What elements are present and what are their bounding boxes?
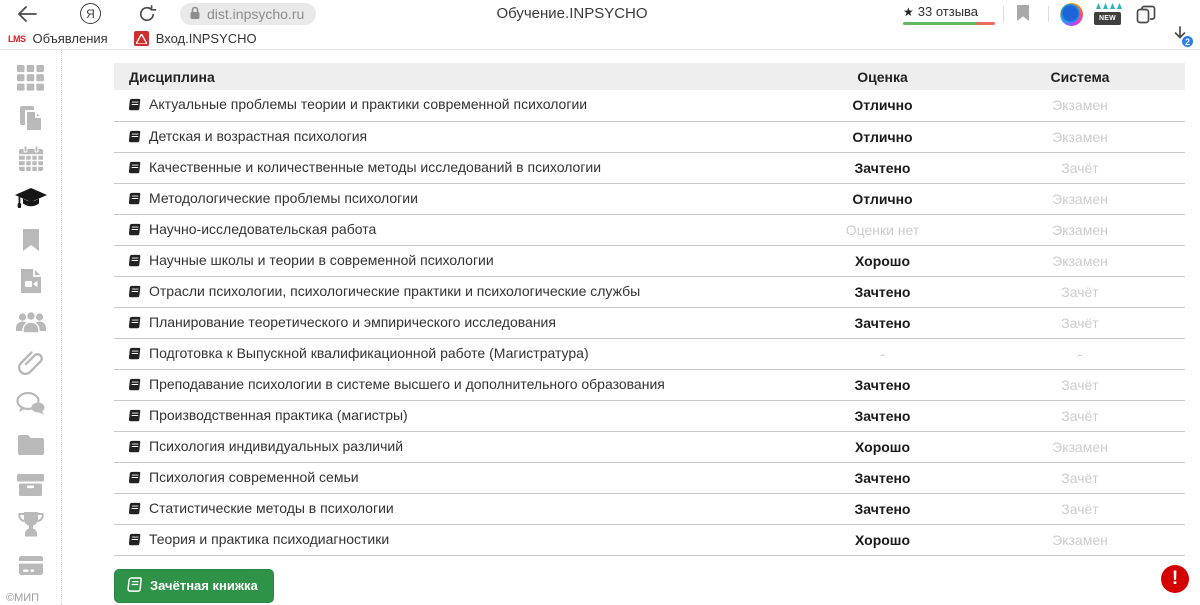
toolbar-divider xyxy=(1003,6,1004,22)
table-row[interactable] xyxy=(114,152,1185,183)
bookmark-flag-icon[interactable] xyxy=(1016,5,1030,27)
discipline-link[interactable]: Методологические проблемы психологии xyxy=(149,189,418,206)
book-icon xyxy=(128,223,141,239)
discipline-link[interactable]: Преподавание психологии в системе высшего и дополнительного образования xyxy=(149,375,665,392)
system-value: Экзамен xyxy=(1052,221,1108,238)
reviews-widget[interactable] xyxy=(903,4,995,25)
system-value: Экзамен xyxy=(1052,190,1108,207)
grade-value: Отлично xyxy=(852,128,913,145)
discipline-link[interactable]: Планирование теоретического и эмпирического исследования xyxy=(149,313,556,330)
page-title: Обучение.INPSYCHO xyxy=(496,5,648,22)
book-icon xyxy=(128,347,141,363)
sidebar-item-bookmarks[interactable] xyxy=(0,220,61,261)
book-icon xyxy=(128,409,141,425)
collections-icon[interactable] xyxy=(1136,5,1156,29)
grade-value: Зачтено xyxy=(854,283,911,300)
grade-value: Зачтено xyxy=(854,314,911,331)
lock-icon xyxy=(189,6,201,23)
grade-value: Зачтено xyxy=(854,500,911,517)
discipline-link[interactable]: Статистические методы в психологии xyxy=(149,499,394,516)
grade-value: Зачтено xyxy=(854,376,911,393)
reviews-rating-bar xyxy=(903,22,995,25)
grade-value: Отлично xyxy=(852,190,913,207)
bookmarks-bar xyxy=(0,28,1200,50)
table-row[interactable] xyxy=(114,276,1185,307)
grade-value: Зачтено xyxy=(854,159,911,176)
book-icon xyxy=(128,378,141,394)
table-row[interactable] xyxy=(114,338,1185,369)
mip-favicon xyxy=(134,31,149,46)
sidebar-item-media[interactable] xyxy=(0,261,61,302)
discipline-link[interactable]: Теория и практика психодиагностики xyxy=(149,530,390,547)
toolbar-divider xyxy=(1048,6,1049,22)
extension-circle-icon[interactable] xyxy=(1060,3,1083,26)
table-row[interactable] xyxy=(114,369,1185,400)
system-value: Экзамен xyxy=(1052,438,1108,455)
table-row[interactable] xyxy=(114,183,1185,214)
bookmark-item-login[interactable]: Вход.INPSYCHO xyxy=(134,31,257,46)
grade-value: Зачтено xyxy=(854,407,911,424)
book-icon xyxy=(128,285,141,301)
book-icon xyxy=(128,192,141,208)
system-value: Зачёт xyxy=(1061,500,1099,517)
table-row[interactable] xyxy=(114,493,1185,524)
table-row[interactable] xyxy=(114,462,1185,493)
table-row[interactable] xyxy=(114,431,1185,462)
refresh-icon[interactable] xyxy=(137,4,157,24)
discipline-link[interactable]: Детская и возрастная психология xyxy=(149,127,368,144)
table-row[interactable] xyxy=(114,245,1185,276)
book-icon xyxy=(128,316,141,332)
yandex-icon[interactable]: Я xyxy=(80,3,101,24)
column-header-grade: Оценка xyxy=(857,68,908,85)
grade-value: Зачтено xyxy=(854,469,911,486)
download-icon[interactable] xyxy=(1172,26,1200,48)
system-value: Экзамен xyxy=(1052,128,1108,145)
sidebar-item-courses[interactable] xyxy=(0,180,61,221)
sidebar-item-files[interactable] xyxy=(0,423,61,464)
grade-value: Хорошо xyxy=(854,531,911,548)
column-header-system: Система xyxy=(1050,68,1110,85)
grades-table xyxy=(114,63,1185,556)
sidebar-item-attachments[interactable] xyxy=(0,342,61,383)
table-row[interactable] xyxy=(114,214,1185,245)
bookmark-item-announcements[interactable]: LMS Объявления xyxy=(8,31,108,46)
discipline-link[interactable]: Качественные и количественные методы исследований в психологии xyxy=(149,158,602,175)
system-value: - xyxy=(1077,345,1083,362)
grades-table-body xyxy=(114,90,1185,555)
book-icon xyxy=(128,471,141,487)
table-row[interactable] xyxy=(114,121,1185,152)
discipline-link[interactable]: Научно-исследовательская работа xyxy=(149,220,377,237)
book-icon xyxy=(128,502,141,518)
book-icon xyxy=(128,440,141,456)
table-row[interactable] xyxy=(114,307,1185,338)
address-bar[interactable] xyxy=(180,3,316,25)
discipline-link[interactable]: Отрасли психологии, психологические практики и психологические службы xyxy=(149,282,641,299)
lms-favicon: LMS xyxy=(8,33,26,44)
reviews-label: 33 отзыва xyxy=(917,4,979,19)
system-value: Экзамен xyxy=(1052,252,1108,269)
sidebar-item-grid[interactable] xyxy=(0,58,61,99)
download-count-badge: 2 xyxy=(1181,35,1194,48)
book-icon xyxy=(128,254,141,270)
back-icon[interactable] xyxy=(16,5,38,23)
star-icon: ★ xyxy=(903,4,914,19)
discipline-link[interactable]: Подготовка к Выпускной квалификационной работе (Магистратура) xyxy=(149,344,589,361)
system-value: Зачёт xyxy=(1061,376,1099,393)
grade-value: - xyxy=(880,345,885,362)
table-row[interactable] xyxy=(114,90,1185,121)
alert-icon[interactable]: ! xyxy=(1161,565,1189,593)
grade-value: Отлично xyxy=(852,97,913,114)
book-icon xyxy=(128,130,141,146)
discipline-link[interactable]: Производственная практика (магистры) xyxy=(149,406,408,423)
url-text: dist.inpsycho.ru xyxy=(207,6,305,22)
main-content xyxy=(62,50,1200,605)
system-value: Экзамен xyxy=(1052,531,1108,548)
grade-value: Хорошо xyxy=(854,252,911,269)
system-value: Зачёт xyxy=(1061,283,1099,300)
grade-value: Оценки нет xyxy=(845,221,920,238)
book-icon xyxy=(128,533,141,549)
table-row[interactable] xyxy=(114,400,1185,431)
sidebar-item-calendar[interactable] xyxy=(0,139,61,180)
sidebar-item-gradebook[interactable] xyxy=(0,545,61,586)
system-value: Зачёт xyxy=(1061,159,1099,176)
discipline-link[interactable]: Психология индивидуальных различий xyxy=(149,437,404,454)
sidebar-item-materials[interactable] xyxy=(0,99,61,140)
copyright-label: ©МИП xyxy=(6,592,40,604)
discipline-link[interactable]: Психология современной семьи xyxy=(149,468,359,485)
book-icon xyxy=(128,98,141,114)
table-row[interactable] xyxy=(114,524,1185,555)
sidebar-item-archive[interactable] xyxy=(0,464,61,505)
new-badge-icon[interactable]: NEW xyxy=(1094,3,1121,25)
table-header-row xyxy=(114,63,1185,90)
system-value: Экзамен xyxy=(1052,97,1108,114)
column-header-discipline: Дисциплина xyxy=(129,68,215,85)
gradebook-button[interactable]: Зачётная книжка xyxy=(114,569,274,603)
system-value: Зачёт xyxy=(1061,407,1099,424)
book-icon xyxy=(127,577,142,595)
book-icon xyxy=(128,161,141,177)
grade-value: Хорошо xyxy=(854,438,911,455)
sidebar-item-achievements[interactable] xyxy=(0,505,61,546)
discipline-link[interactable]: Научные школы и теории в современной психологии xyxy=(149,251,494,268)
system-value: Зачёт xyxy=(1061,314,1099,331)
discipline-link[interactable]: Актуальные проблемы теории и практики современной психологии xyxy=(149,96,588,113)
sidebar-item-users[interactable] xyxy=(0,302,61,343)
sidebar-item-messages[interactable] xyxy=(0,383,61,424)
system-value: Зачёт xyxy=(1061,469,1099,486)
left-sidebar xyxy=(0,50,62,605)
